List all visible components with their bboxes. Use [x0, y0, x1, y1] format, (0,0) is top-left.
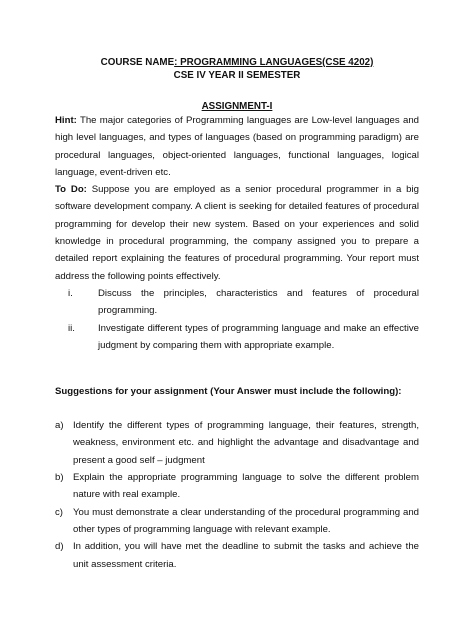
- list-item: [55, 538, 419, 573]
- list-item-text: You must demonstrate a clear understanding of the procedural programming and other types of programming language with relevant example.: [73, 506, 419, 535]
- list-item-text: Identify the different types of programming language, their features, strength, weakness, environment etc. and highlight the advantage and disadvantage and present a good self – judgment: [73, 420, 419, 466]
- todo-paragraph: [55, 181, 419, 285]
- hint-paragraph: [55, 112, 419, 181]
- course-name: : PROGRAMMING LANGUAGES(CSE 4202): [174, 57, 374, 68]
- list-item: [55, 469, 419, 504]
- document-header: [55, 56, 419, 82]
- list-item: [55, 417, 419, 469]
- course-prefix: COURSE NAME: [100, 57, 175, 68]
- list-item: [55, 320, 419, 355]
- list-item-number: c): [55, 506, 63, 518]
- course-line: [55, 56, 419, 69]
- list-item-number: d): [55, 541, 64, 553]
- todo-label: To Do:: [55, 184, 87, 196]
- list-item-number: b): [55, 472, 64, 484]
- list-item-number: ii.: [68, 322, 75, 334]
- assignment-title: ASSIGNMENT-I: [201, 101, 273, 112]
- suggestions-list: [55, 417, 419, 573]
- list-item-number: i.: [68, 287, 73, 299]
- list-item-text: Explain the appropriate programming language to solve the different problem nature with real example.: [73, 472, 419, 501]
- todo-points-list: [55, 285, 419, 354]
- list-item-text: In addition, you will have met the deadline to submit the tasks and achieve the unit assessment criteria.: [73, 541, 419, 570]
- document-body: [55, 56, 419, 573]
- todo-text: Suppose you are employed as a senior procedural programmer in a big software development company. A client is seeking for detailed features of procedural programming for develop their new system. Based on your experiences and solid knowledge in procedural programming, the company assigned you to prepare a detailed report explaining the features of procedural programming. Your report must address the following points effectively.: [55, 184, 419, 282]
- hint-label: Hint:: [55, 115, 77, 126]
- list-item-text: Investigate different types of programming language and make an effective judgment by comparing them with appropriate example.: [98, 322, 419, 351]
- suggestions-heading: Suggestions for your assignment (Your Answer must include the following):: [55, 386, 402, 398]
- list-item: [55, 504, 419, 539]
- list-item-text: Discuss the principles, characteristics and features of procedural programming.: [98, 287, 419, 317]
- hint-text: The major categories of Programming languages are Low-level languages and high level languages, and types of languages (based on programming paradigm) are procedural languages, object-oriented languages, functional languages, logical language, event-driven etc.: [55, 115, 419, 178]
- list-item-number: a): [55, 420, 64, 432]
- list-item: [55, 285, 419, 320]
- semester-line: CSE IV YEAR II SEMESTER: [173, 70, 301, 81]
